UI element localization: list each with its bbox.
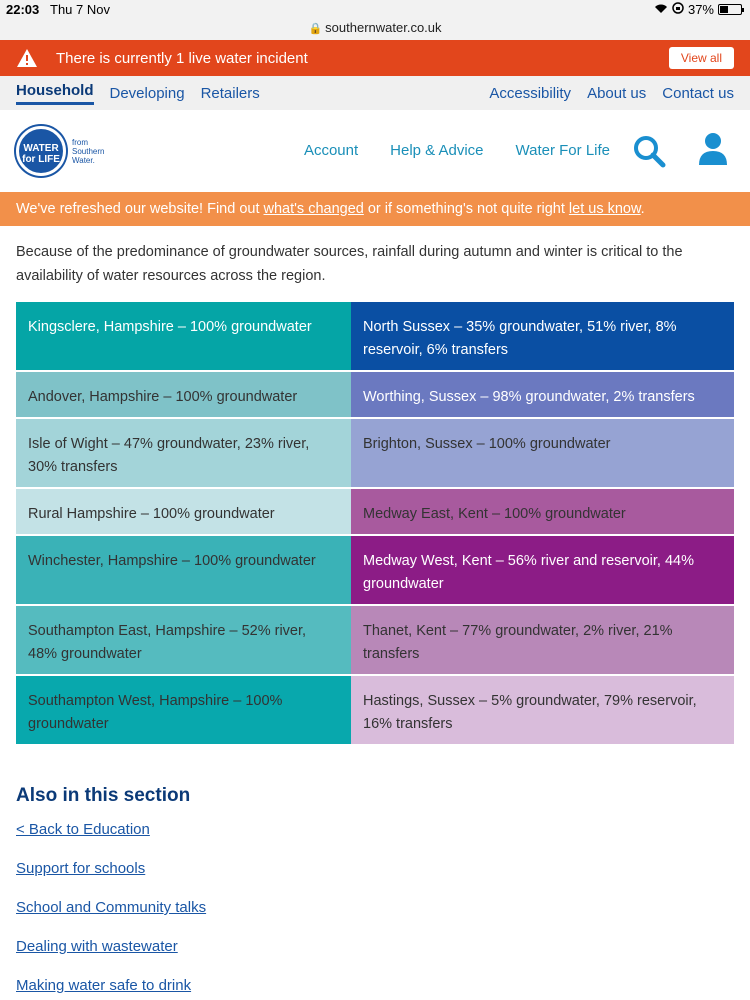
- table-cell-left: Isle of Wight – 47% groundwater, 23% river, 30% transfers: [16, 419, 351, 487]
- nav-accessibility[interactable]: Accessibility: [489, 84, 572, 102]
- also-in-section: [16, 785, 206, 1000]
- table-cell-left: Winchester, Hampshire – 100% groundwater: [16, 536, 351, 604]
- making-water-safe-link[interactable]: Making water safe to drink: [16, 977, 192, 994]
- rotation-lock-icon: [672, 2, 684, 17]
- browser-url-bar[interactable]: [0, 20, 750, 40]
- battery-icon: [718, 4, 742, 15]
- table-row: [16, 419, 734, 489]
- view-all-button[interactable]: View all: [669, 47, 734, 69]
- table-row: [16, 606, 734, 676]
- battery-percent: 37%: [687, 2, 714, 17]
- search-icon[interactable]: [632, 134, 666, 168]
- table-cell-right: Thanet, Kent – 77% groundwater, 2% river, 21% transfers: [351, 606, 734, 674]
- whats-changed-link[interactable]: what's changed: [263, 201, 364, 217]
- main-nav: [304, 142, 610, 159]
- nav-account[interactable]: Account: [303, 142, 359, 159]
- table-row: [16, 302, 734, 372]
- refresh-text-2: or if something's not quite right: [363, 201, 569, 217]
- support-for-schools-link[interactable]: Support for schools: [16, 860, 146, 877]
- dealing-wastewater-link[interactable]: Dealing with wastewater: [16, 938, 178, 955]
- nav-retailers[interactable]: Retailers: [200, 84, 260, 102]
- water-for-life-logo[interactable]: [16, 126, 104, 176]
- table-row: [16, 372, 734, 419]
- let-us-know-link[interactable]: let us know: [568, 201, 641, 217]
- intro-paragraph: Because of the predominance of groundwater sources, rainfall during autumn and winter is critical to the availability of water resources across the region.: [16, 244, 683, 284]
- status-bar: [0, 0, 750, 20]
- table-cell-right: North Sussex – 35% groundwater, 51% river, 8% reservoir, 6% transfers: [351, 302, 734, 370]
- water-sources-table: [16, 302, 734, 746]
- site-header: [0, 110, 750, 192]
- table-cell-right: Worthing, Sussex – 98% groundwater, 2% transfers: [351, 372, 734, 417]
- audience-nav: [0, 76, 750, 110]
- incident-message: There is currently 1 live water incident: [56, 49, 308, 67]
- table-cell-left: Rural Hampshire – 100% groundwater: [16, 489, 351, 534]
- incident-banner: [0, 40, 750, 76]
- nav-about-us[interactable]: About us: [587, 84, 647, 102]
- logo-badge: WATER for LIFE: [16, 126, 66, 176]
- nav-water-for-life[interactable]: Water For Life: [515, 142, 610, 159]
- refresh-banner: We've refreshed our website! Find out what's changed or if something's not quite right let us know.: [0, 192, 750, 226]
- status-date: Thu 7 Nov: [50, 2, 110, 17]
- table-cell-left: Andover, Hampshire – 100% groundwater: [16, 372, 351, 417]
- table-cell-right: Hastings, Sussex – 5% groundwater, 79% reservoir, 16% transfers: [351, 676, 734, 744]
- table-cell-right: Brighton, Sussex – 100% groundwater: [351, 419, 734, 487]
- url-text: southernwater.co.uk: [325, 20, 442, 35]
- nav-contact-us[interactable]: Contact us: [662, 84, 734, 102]
- table-cell-left: Southampton East, Hampshire – 52% river, 48% groundwater: [16, 606, 351, 674]
- logo-from-text: from Southern Water.: [72, 137, 105, 165]
- nav-household[interactable]: Household: [16, 82, 94, 105]
- table-cell-left: Kingsclere, Hampshire – 100% groundwater: [16, 302, 351, 370]
- table-cell-left: Southampton West, Hampshire – 100% groundwater: [16, 676, 351, 744]
- wifi-icon: [654, 2, 668, 17]
- section-heading: Also in this section: [16, 785, 191, 806]
- refresh-text: We've refreshed our website! Find out: [16, 201, 264, 217]
- table-row: [16, 676, 734, 746]
- table-row: [16, 536, 734, 606]
- lock-icon: 🔒: [308, 23, 323, 35]
- nav-help-advice[interactable]: Help & Advice: [390, 142, 484, 159]
- table-cell-right: Medway West, Kent – 56% river and reservoir, 44% groundwater: [351, 536, 734, 604]
- status-right: [654, 2, 742, 17]
- user-icon[interactable]: [698, 132, 728, 166]
- warning-icon: [16, 48, 38, 68]
- status-time: 22:03: [6, 2, 40, 17]
- table-row: [16, 489, 734, 536]
- school-community-talks-link[interactable]: School and Community talks: [16, 899, 207, 916]
- back-to-education-link[interactable]: < Back to Education: [16, 821, 150, 838]
- table-cell-right: Medway East, Kent – 100% groundwater: [351, 489, 734, 534]
- nav-developing[interactable]: Developing: [109, 84, 185, 102]
